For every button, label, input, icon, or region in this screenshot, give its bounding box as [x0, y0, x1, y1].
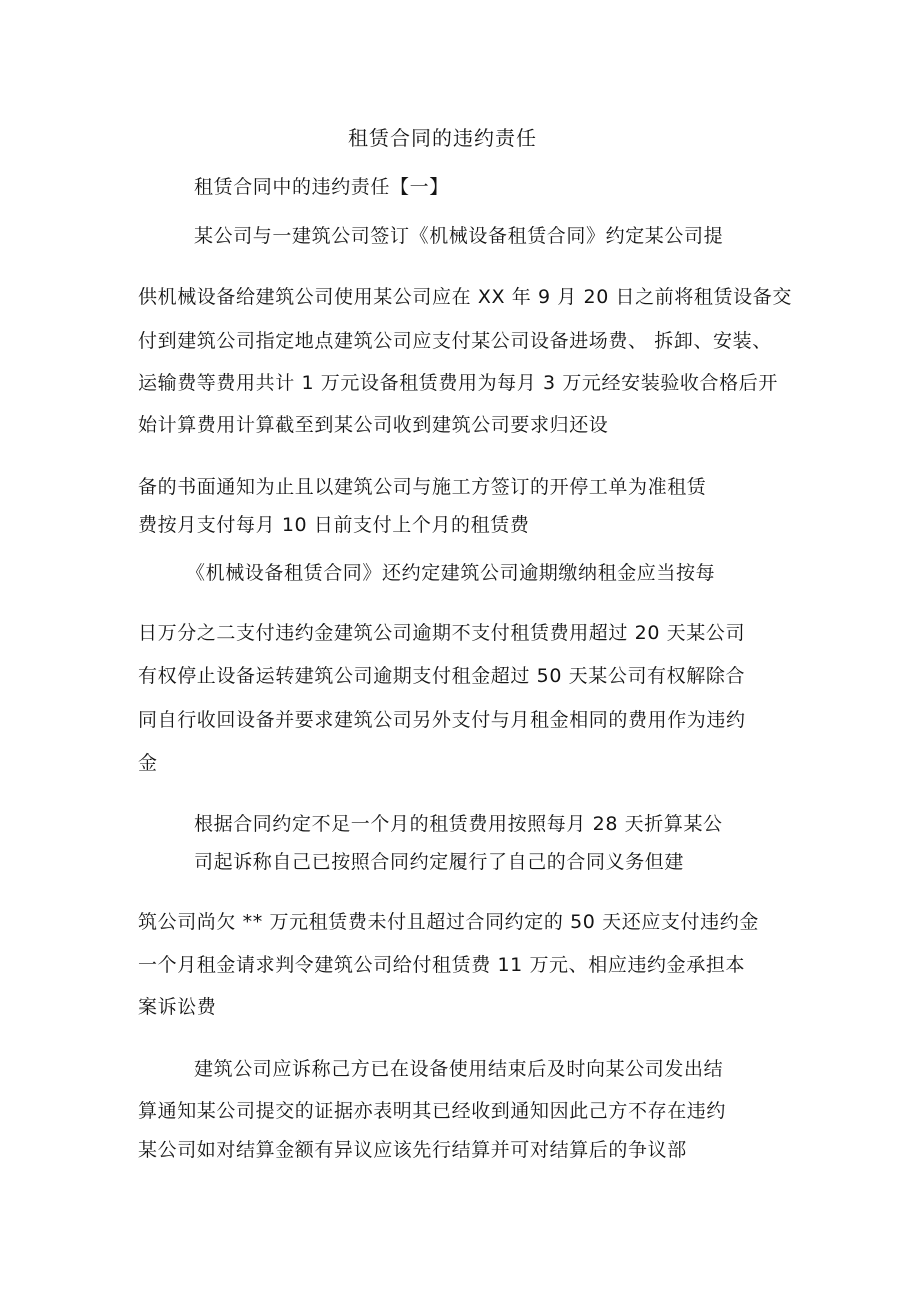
- paragraph-line: 付到建筑公司指定地点建筑公司应支付某公司设备进场费、 拆卸、安装、: [138, 330, 772, 352]
- section-heading: 租赁合同中的违约责任【一】: [194, 176, 449, 198]
- paragraph-line: 建筑公司应诉称己方已在设备使用结束后及时向某公司发出结: [194, 1058, 724, 1080]
- paragraph-line: 筑公司尚欠 ** 万元租赁费未付且超过合同约定的 50 天还应支付违约金: [138, 911, 759, 933]
- paragraph-line: 《机械设备租赁合同》还约定建筑公司逾期缴纳租金应当按每: [186, 562, 716, 584]
- paragraph-line: 案诉讼费: [138, 996, 217, 1018]
- paragraph-line: 有权停止设备运转建筑公司逾期支付租金超过 50 天某公司有权解除合: [138, 665, 746, 687]
- paragraph-line: 根据合同约定不足一个月的租赁费用按照每月 28 天折算某公: [194, 813, 723, 835]
- paragraph-line: 供机械设备给建筑公司使用某公司应在 XX 年 9 月 20 日之前将租赁设备交: [138, 286, 792, 308]
- paragraph-line: 费按月支付每月 10 日前支付上个月的租赁费: [138, 514, 530, 536]
- paragraph-line: 运输费等费用共计 1 万元设备租赁费用为每月 3 万元经安装验收合格后开: [138, 372, 778, 394]
- paragraph-line: 一个月租金请求判令建筑公司给付租赁费 11 万元、相应违约金承担本: [138, 954, 746, 976]
- paragraph-line: 始计算费用计算截至到某公司收到建筑公司要求归还设: [138, 414, 609, 436]
- paragraph-line: 司起诉称自己已按照合同约定履行了自己的合同义务但建: [194, 851, 685, 873]
- paragraph-line: 日万分之二支付违约金建筑公司逾期不支付租赁费用超过 20 天某公司: [138, 622, 746, 644]
- document-title: 租赁合同的违约责任: [348, 126, 537, 150]
- paragraph-line: 某公司如对结算金额有异议应该先行结算并可对结算后的争议部: [138, 1139, 687, 1161]
- paragraph-line: 金: [138, 752, 158, 774]
- paragraph-line: 同自行收回设备并要求建筑公司另外支付与月租金相同的费用作为违约: [138, 709, 746, 731]
- paragraph-line: 备的书面通知为止且以建筑公司与施工方签订的开停工单为准租赁: [138, 476, 707, 498]
- paragraph-line: 算通知某公司提交的证据亦表明其已经收到通知因此己方不存在违约: [138, 1100, 727, 1122]
- paragraph-line: 某公司与一建筑公司签订《机械设备租赁合同》约定某公司提: [194, 225, 724, 247]
